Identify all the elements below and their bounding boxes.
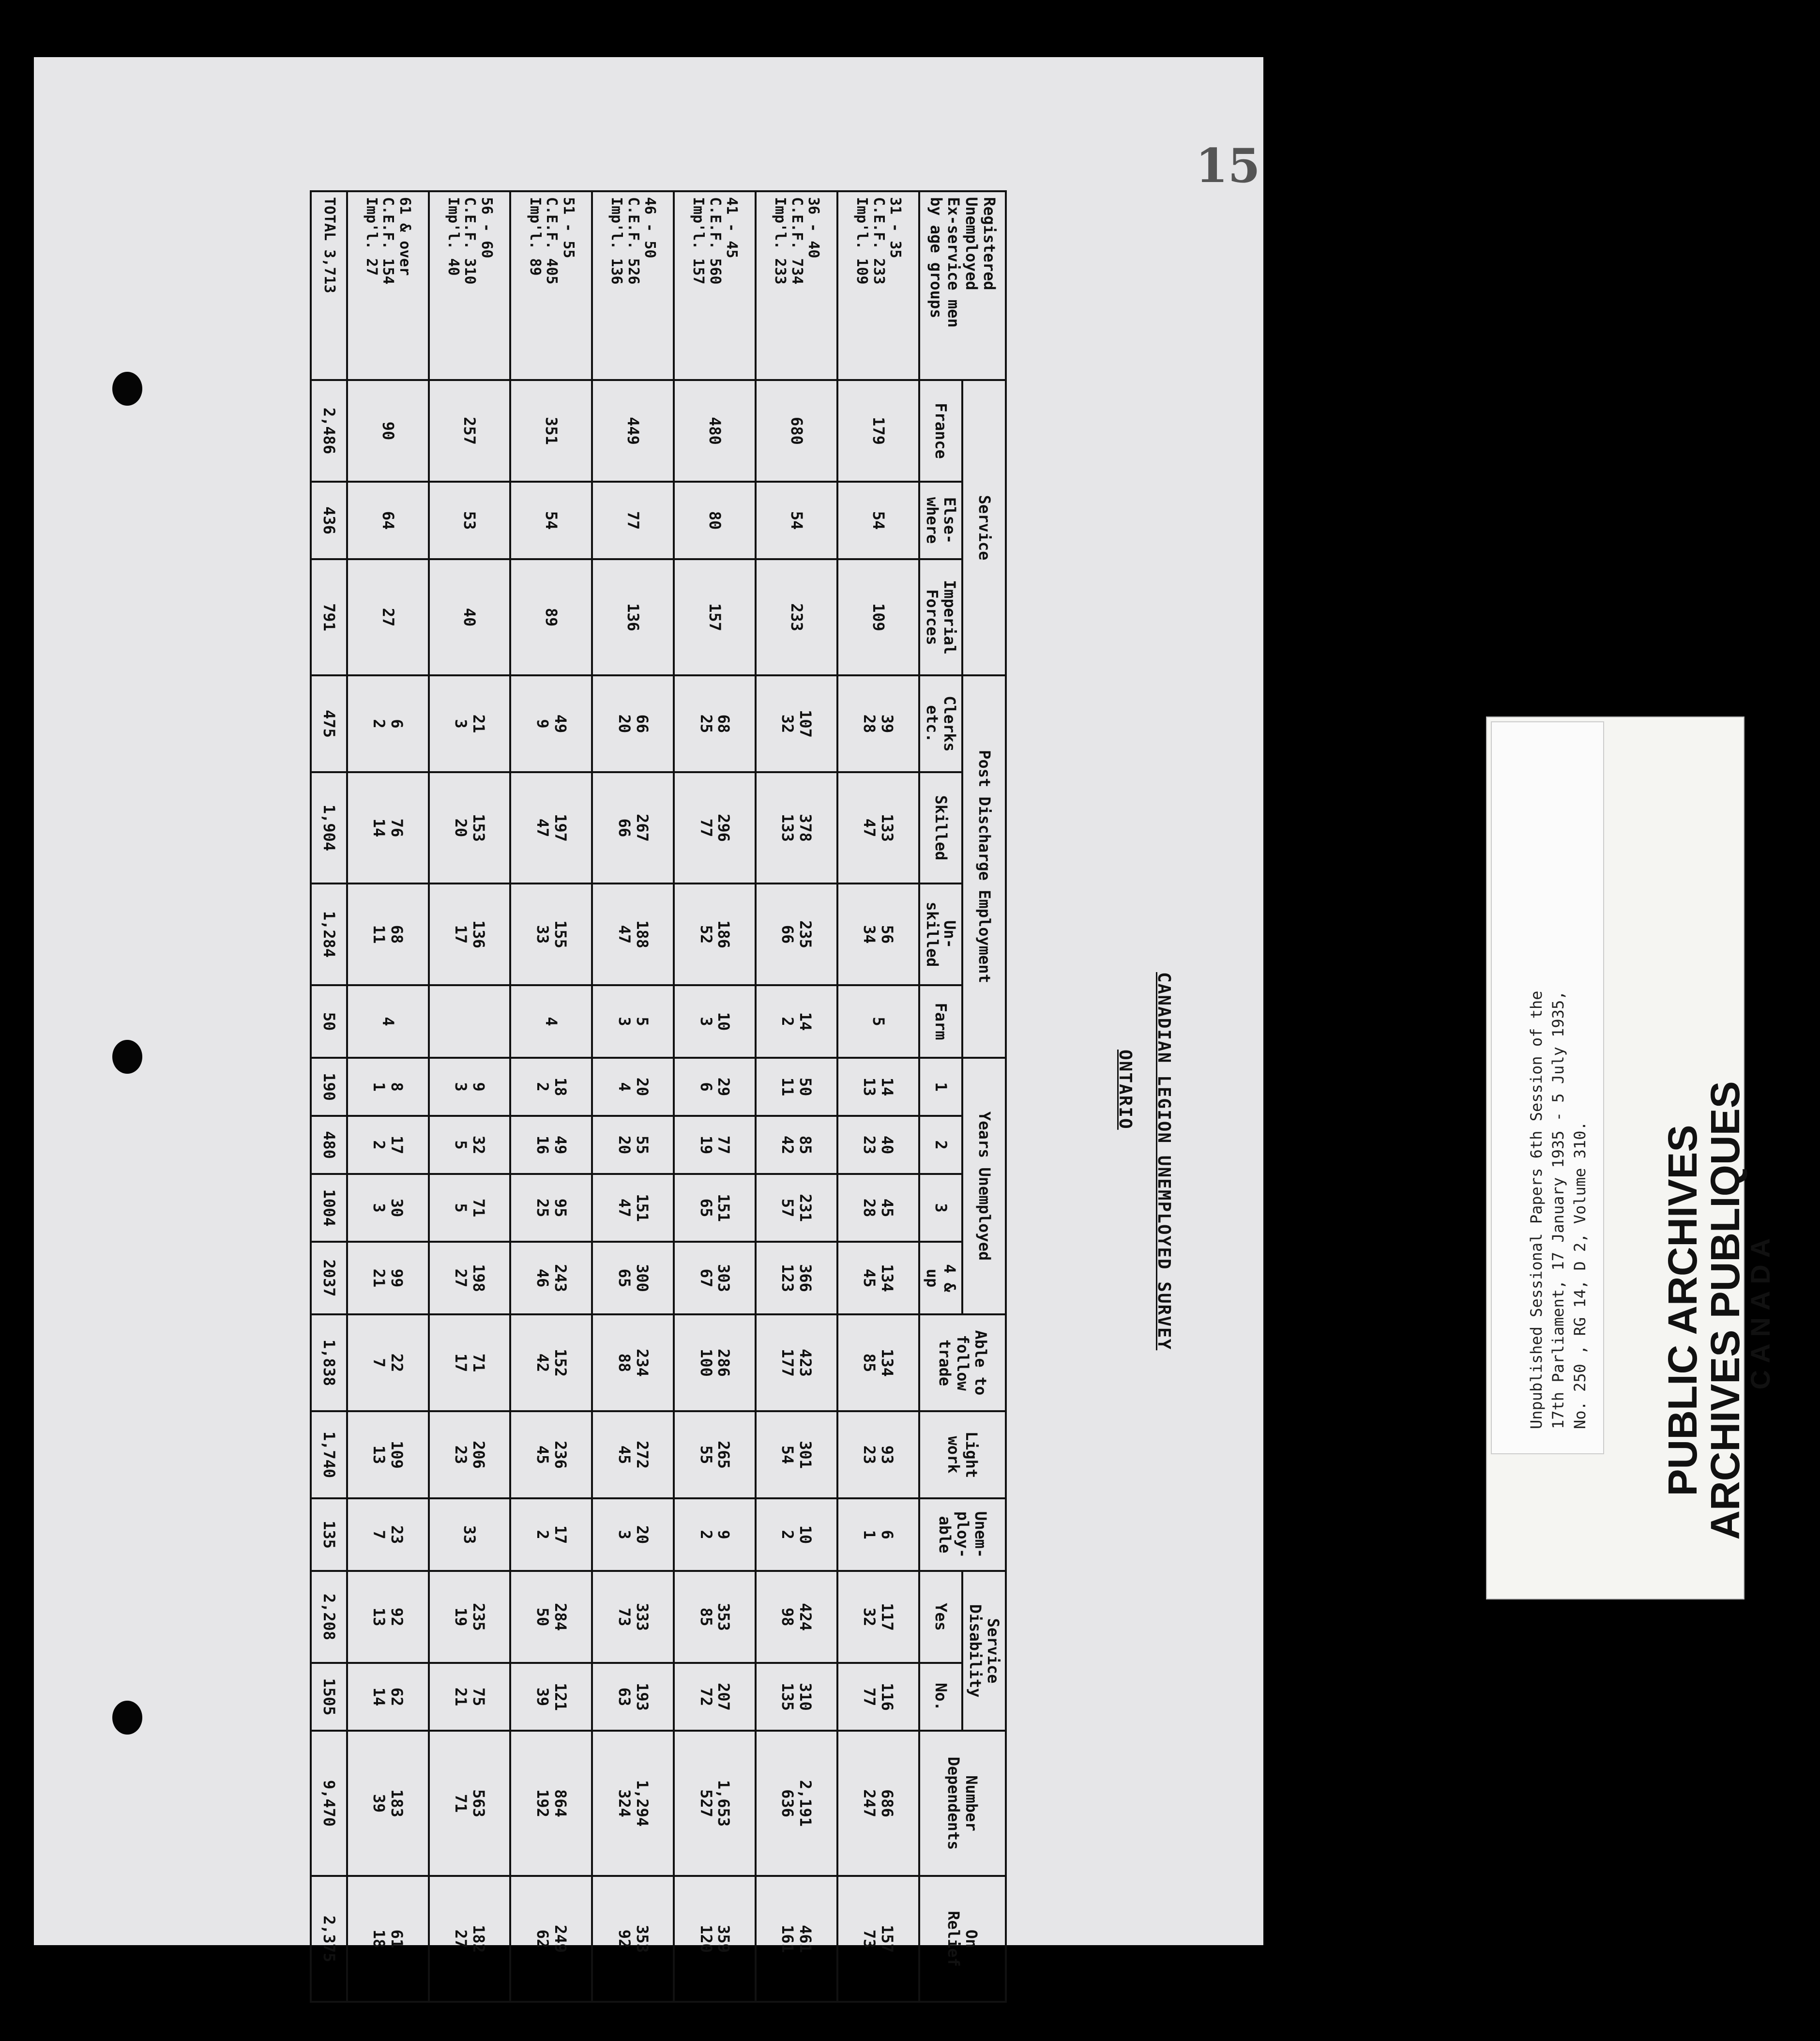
- survey-table-rotated: [310, 190, 1007, 2001]
- row-label: 46 - 50 C.E.F. 526 Imp'l. 136: [592, 191, 674, 380]
- col-header-year-2: 2: [919, 1116, 963, 1174]
- cell-light: 236 45: [510, 1411, 592, 1498]
- cell-able: 134 85: [837, 1314, 919, 1411]
- cell-y3: 1004: [311, 1174, 347, 1242]
- cell-yes: 353 85: [674, 1571, 756, 1663]
- cell-dependents: 563 71: [429, 1731, 511, 1876]
- cell-imperial: 27: [347, 559, 429, 675]
- cell-y4: 134 45: [837, 1242, 919, 1314]
- cell-y3: 30 3: [347, 1174, 429, 1242]
- cell-y3: 151 65: [674, 1174, 756, 1242]
- row-label: 56 - 60 C.E.F. 310 Imp'l. 40: [429, 191, 511, 380]
- col-header-imperial: Imperial Forces: [919, 559, 963, 675]
- cell-y4: 366 123: [756, 1242, 837, 1314]
- col-header-elsewhere: Else- where: [919, 482, 963, 559]
- col-header-year-3: 3: [919, 1174, 963, 1242]
- col-header-unskilled: Un- skilled: [919, 883, 963, 985]
- cell-y1: 29 6: [674, 1058, 756, 1116]
- cell-unemployable: 9 2: [674, 1498, 756, 1571]
- cell-unskilled: 1,284: [311, 883, 347, 985]
- cell-no: 310 135: [756, 1663, 837, 1731]
- cell-elsewhere: 54: [756, 482, 837, 559]
- cell-no: 62 14: [347, 1663, 429, 1731]
- cell-able: 1,838: [311, 1314, 347, 1411]
- cell-clerks: 66 20: [592, 675, 674, 772]
- cell-clerks: 49 9: [510, 675, 592, 772]
- cell-able: 423 177: [756, 1314, 837, 1411]
- cell-able: 152 42: [510, 1314, 592, 1411]
- group-header-service: Service: [962, 380, 1006, 675]
- cell-clerks: 21 3: [429, 675, 511, 772]
- cell-relief: 461 161: [756, 1876, 837, 2002]
- group-header-years-unemployed: Years Unemployed: [962, 1058, 1006, 1314]
- cell-y3: 71 5: [429, 1174, 511, 1242]
- col-header-skilled: Skilled: [919, 772, 963, 883]
- cell-relief: 61 18: [347, 1876, 429, 2002]
- cell-y2: 55 20: [592, 1116, 674, 1174]
- col-header-year-1: 1: [919, 1058, 963, 1116]
- cell-yes: 2,208: [311, 1571, 347, 1663]
- cell-no: 207 72: [674, 1663, 756, 1731]
- cell-y4: 198 27: [429, 1242, 511, 1314]
- col-header-clerks: Clerks etc.: [919, 675, 963, 772]
- cell-y2: 17 2: [347, 1116, 429, 1174]
- table-body: [311, 191, 919, 2002]
- cell-light: 1,740: [311, 1411, 347, 1498]
- punch-hole: [112, 372, 142, 406]
- cell-relief: 249 62: [510, 1876, 592, 2002]
- cell-y1: 14 13: [837, 1058, 919, 1116]
- col-header-farm: Farm: [919, 985, 963, 1058]
- archive-label-line2: ARCHIVES PUBLIQUES: [1702, 1081, 1748, 1540]
- cell-elsewhere: 64: [347, 482, 429, 559]
- cell-elsewhere: 436: [311, 482, 347, 559]
- cell-dependents: 1,294 324: [592, 1731, 674, 1876]
- table-row: [429, 191, 511, 2002]
- cell-clerks: 68 25: [674, 675, 756, 772]
- cell-y1: 50 11: [756, 1058, 837, 1116]
- cell-clerks: 39 28: [837, 675, 919, 772]
- cell-clerks: 475: [311, 675, 347, 772]
- cell-light: 109 13: [347, 1411, 429, 1498]
- cell-no: 121 39: [510, 1663, 592, 1731]
- cell-y4: 300 65: [592, 1242, 674, 1314]
- punch-hole: [112, 1040, 142, 1074]
- cell-skilled: 133 47: [837, 772, 919, 883]
- cell-farm: 5: [837, 985, 919, 1058]
- row-label: 51 - 55 C.E.F. 405 Imp'l. 89: [510, 191, 592, 380]
- survey-table: [310, 190, 1007, 2003]
- cell-dependents: 864 192: [510, 1731, 592, 1876]
- cell-unemployable: 10 2: [756, 1498, 837, 1571]
- cell-able: 22 7: [347, 1314, 429, 1411]
- row-label: 61 & over C.E.F. 154 Imp'l. 27: [347, 191, 429, 380]
- cell-unskilled: 68 11: [347, 883, 429, 985]
- cell-yes: 92 13: [347, 1571, 429, 1663]
- cell-yes: 284 50: [510, 1571, 592, 1663]
- col-header-able: Able to follow trade: [919, 1314, 1006, 1411]
- table-row: [510, 191, 592, 2002]
- cell-y1: 190: [311, 1058, 347, 1116]
- cell-y2: 77 19: [674, 1116, 756, 1174]
- cell-yes: 117 32: [837, 1571, 919, 1663]
- punch-hole: [112, 1701, 142, 1735]
- col-header-france: France: [919, 380, 963, 482]
- cell-light: 93 23: [837, 1411, 919, 1498]
- cell-skilled: 1,904: [311, 772, 347, 883]
- cell-unskilled: 235 66: [756, 883, 837, 985]
- cell-y2: 32 5: [429, 1116, 511, 1174]
- cell-relief: 182 27: [429, 1876, 511, 2002]
- cell-no: 193 63: [592, 1663, 674, 1731]
- document-subtitle: ONTARIO: [1115, 1050, 1135, 1130]
- cell-elsewhere: 77: [592, 482, 674, 559]
- cell-farm: 5 3: [592, 985, 674, 1058]
- cell-able: 234 88: [592, 1314, 674, 1411]
- cell-farm: 4: [347, 985, 429, 1058]
- document-page: [34, 57, 1263, 1967]
- cell-y2: 85 42: [756, 1116, 837, 1174]
- cell-able: 71 17: [429, 1314, 511, 1411]
- cell-france: 179: [837, 380, 919, 482]
- cell-unemployable: 20 3: [592, 1498, 674, 1571]
- cell-unemployable: 33: [429, 1498, 511, 1571]
- cell-able: 286 100: [674, 1314, 756, 1411]
- cell-skilled: 296 77: [674, 772, 756, 883]
- cell-france: 2,486: [311, 380, 347, 482]
- col-header-disability-yes: Yes: [919, 1571, 963, 1663]
- col-header-disability-no: No.: [919, 1663, 963, 1731]
- document-title: CANADIAN LEGION UNEMPLOYED SURVEY: [1154, 972, 1174, 1351]
- cell-dependents: 2,191 636: [756, 1731, 837, 1876]
- archive-label-line1: PUBLIC ARCHIVES: [1660, 1125, 1705, 1496]
- col-header-year-4-up: 4 & up: [919, 1242, 963, 1314]
- cell-dependents: 686 247: [837, 1731, 919, 1876]
- total-row: [311, 191, 347, 2002]
- cell-relief: 359 120: [674, 1876, 756, 2002]
- cell-relief: 157 73: [837, 1876, 919, 2002]
- cell-light: 206 23: [429, 1411, 511, 1498]
- cell-yes: 333 73: [592, 1571, 674, 1663]
- col-header-unemployable: Unem- ploy- able: [919, 1498, 1006, 1571]
- cell-imperial: 109: [837, 559, 919, 675]
- col-header-age-groups: Registered Unemployed Ex-service men by age groups: [919, 191, 1006, 380]
- cell-yes: 235 19: [429, 1571, 511, 1663]
- cell-france: 480: [674, 380, 756, 482]
- cell-france: 680: [756, 380, 837, 482]
- table-row: [347, 191, 429, 2002]
- cell-imperial: 89: [510, 559, 592, 675]
- cell-y1: 8 1: [347, 1058, 429, 1116]
- row-label: 31 - 35 C.E.F. 233 Imp'l. 109: [837, 191, 919, 380]
- cell-dependents: 183 39: [347, 1731, 429, 1876]
- cell-y4: 2037: [311, 1242, 347, 1314]
- cell-farm: 4: [510, 985, 592, 1058]
- cell-y4: 303 67: [674, 1242, 756, 1314]
- cell-y4: 99 21: [347, 1242, 429, 1314]
- col-header-relief: On Relief: [919, 1876, 1006, 2002]
- cell-y3: 151 47: [592, 1174, 674, 1242]
- cell-skilled: 197 47: [510, 772, 592, 883]
- cell-unskilled: 56 34: [837, 883, 919, 985]
- cell-y3: 45 28: [837, 1174, 919, 1242]
- cell-y1: 9 3: [429, 1058, 511, 1116]
- group-header-post-discharge: Post Discharge Employment: [962, 675, 1006, 1058]
- cell-y3: 231 57: [756, 1174, 837, 1242]
- cell-y1: 18 2: [510, 1058, 592, 1116]
- cell-imperial: 157: [674, 559, 756, 675]
- cell-unemployable: 23 7: [347, 1498, 429, 1571]
- cell-unskilled: 186 52: [674, 883, 756, 985]
- cell-y3: 95 25: [510, 1174, 592, 1242]
- row-label: 41 - 45 C.E.F. 560 Imp'l. 157: [674, 191, 756, 380]
- cell-no: 1505: [311, 1663, 347, 1731]
- cell-light: 272 45: [592, 1411, 674, 1498]
- cell-imperial: 136: [592, 559, 674, 675]
- row-label: TOTAL 3,713: [311, 191, 347, 380]
- page-number: 15: [1196, 138, 1260, 193]
- cell-skilled: 76 14: [347, 772, 429, 883]
- title-block: [1077, 972, 1271, 1388]
- table-row: [756, 191, 837, 2002]
- cell-skilled: 378 133: [756, 772, 837, 883]
- cell-clerks: 107 32: [756, 675, 837, 772]
- cell-y2: 480: [311, 1116, 347, 1174]
- cell-y1: 20 4: [592, 1058, 674, 1116]
- cell-relief: 353 92: [592, 1876, 674, 2002]
- cell-dependents: 9,470: [311, 1731, 347, 1876]
- cell-imperial: 233: [756, 559, 837, 675]
- cell-y2: 40 23: [837, 1116, 919, 1174]
- cell-skilled: 267 66: [592, 772, 674, 883]
- cell-farm: 10 3: [674, 985, 756, 1058]
- column-header-row: [919, 191, 963, 2002]
- cell-elsewhere: 80: [674, 482, 756, 559]
- cell-y4: 243 46: [510, 1242, 592, 1314]
- cell-unskilled: 136 17: [429, 883, 511, 985]
- table-row: [592, 191, 674, 2002]
- cell-unskilled: 188 47: [592, 883, 674, 985]
- table-row: [674, 191, 756, 2002]
- cell-unemployable: 6 1: [837, 1498, 919, 1571]
- citation-strip: [1491, 721, 1604, 1454]
- cell-farm: 14 2: [756, 985, 837, 1058]
- cell-unemployable: 135: [311, 1498, 347, 1571]
- archive-label-line3: CANADA: [1745, 1231, 1776, 1390]
- cell-imperial: 791: [311, 559, 347, 675]
- cell-farm: [429, 985, 511, 1058]
- col-header-dependents: Number Dependents: [919, 1731, 1006, 1876]
- cell-unskilled: 155 33: [510, 883, 592, 985]
- cell-light: 265 55: [674, 1411, 756, 1498]
- citation-text: Unpublished Sessional Papers 6th Session of the 17th Parliament, 17 January 1935 - 5 July 1935, No. 250 , RG 14, D 2, Volume 310.: [1527, 990, 1589, 1429]
- cell-no: 75 21: [429, 1663, 511, 1731]
- cell-unemployable: 17 2: [510, 1498, 592, 1571]
- cell-no: 116 77: [837, 1663, 919, 1731]
- group-header-row: [962, 191, 1006, 2002]
- cell-elsewhere: 53: [429, 482, 511, 559]
- cell-imperial: 40: [429, 559, 511, 675]
- cell-farm: 50: [311, 985, 347, 1058]
- archive-label-text: [1661, 1056, 1775, 1565]
- cell-skilled: 153 20: [429, 772, 511, 883]
- cell-france: 90: [347, 380, 429, 482]
- table-row: [837, 191, 919, 2002]
- cell-clerks: 6 2: [347, 675, 429, 772]
- col-header-light: Light work: [919, 1411, 1006, 1498]
- group-header-disability: Service Disability: [962, 1571, 1006, 1731]
- cell-france: 449: [592, 380, 674, 482]
- row-label: 36 - 40 C.E.F. 734 Imp'l. 233: [756, 191, 837, 380]
- cell-france: 257: [429, 380, 511, 482]
- cell-elsewhere: 54: [510, 482, 592, 559]
- cell-relief: 2,375: [311, 1876, 347, 2002]
- cell-yes: 424 98: [756, 1571, 837, 1663]
- cell-y2: 49 16: [510, 1116, 592, 1174]
- cell-dependents: 1,653 527: [674, 1731, 756, 1876]
- cell-elsewhere: 54: [837, 482, 919, 559]
- cell-light: 301 54: [756, 1411, 837, 1498]
- cell-france: 351: [510, 380, 592, 482]
